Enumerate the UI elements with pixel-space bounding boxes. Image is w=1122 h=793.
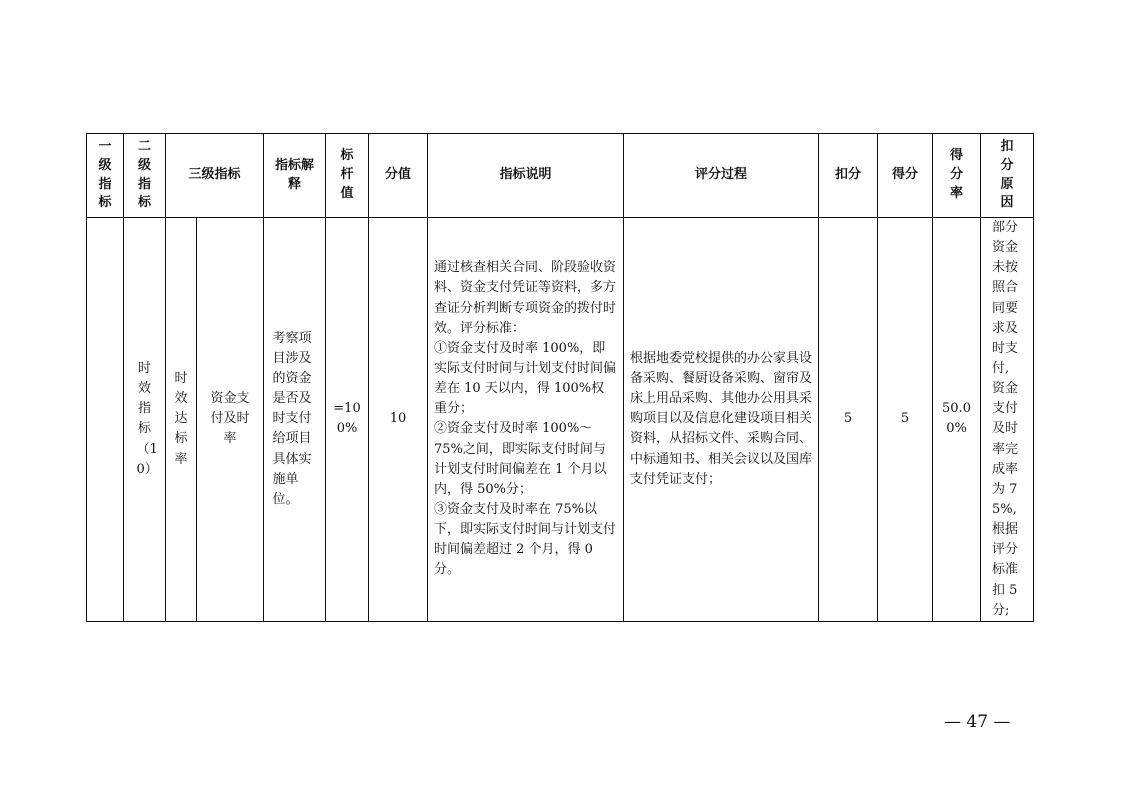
header-benchmark: 标杆值	[326, 134, 369, 218]
cell-level1	[87, 218, 124, 622]
header-deduction: 扣分	[819, 134, 878, 218]
header-score-value: 分值	[369, 134, 428, 218]
header-level3: 三级指标	[166, 134, 264, 218]
header-level2: 二级指标	[124, 134, 166, 218]
cell-level3-b: 资金支付及时率	[197, 218, 264, 622]
cell-process: 根据地委党校提供的办公家具设备采购、餐厨设备采购、窗帘及床上用品采购、其他办公用具采购项目以及信息化建设项目相关资料，从招标文件、采购合同、中标通知书、相关会议以及国库支付凭证支付；	[624, 218, 819, 622]
header-process: 评分过程	[624, 134, 819, 218]
cell-score-value: 10	[369, 218, 428, 622]
cell-level3-a: 时效达标率	[166, 218, 197, 622]
header-reason: 扣分原因	[981, 134, 1034, 218]
cell-score-rate: 50.00%	[933, 218, 981, 622]
header-score: 得分	[878, 134, 933, 218]
cell-interpretation: 考察项目涉及的资金是否及时支付给项目具体实施单位。	[264, 218, 326, 622]
header-level1: 一级指标	[87, 134, 124, 218]
table-row	[87, 218, 1034, 622]
cell-benchmark: =100%	[326, 218, 369, 622]
cell-description: 通过核查相关合同、阶段验收资料、资金支付凭证等资料，多方查证分析判断专项资金的拨付时效。评分标准： ①资金支付及时率 100%，即实际支付时间与计划支付时间偏差在 10 天以内，得 100%权重分； ②资金支付及时率 100%～75%之间，即实际支付时间与计划支付时间偏差在 1 个月以内，得 50%分； ③资金支付及时率在 75%以下，即实际支付时间与计划支付时间偏差超过 2 个月，得 0 分。	[428, 218, 624, 622]
header-interpretation: 指标解释	[264, 134, 326, 218]
cell-score: 5	[878, 218, 933, 622]
cell-reason: 部分资金未按照合同要求及时支付,资金支付及时率完成率为 75%,根据评分标准扣 5 分;	[981, 218, 1034, 622]
header-row	[87, 134, 1034, 218]
evaluation-table	[86, 133, 1034, 622]
page-number: — 47 —	[944, 712, 1011, 732]
cell-deduction: 5	[819, 218, 878, 622]
header-description: 指标说明	[428, 134, 624, 218]
cell-level2: 时效指标（10）	[124, 218, 166, 622]
header-score-rate: 得分率	[933, 134, 981, 218]
